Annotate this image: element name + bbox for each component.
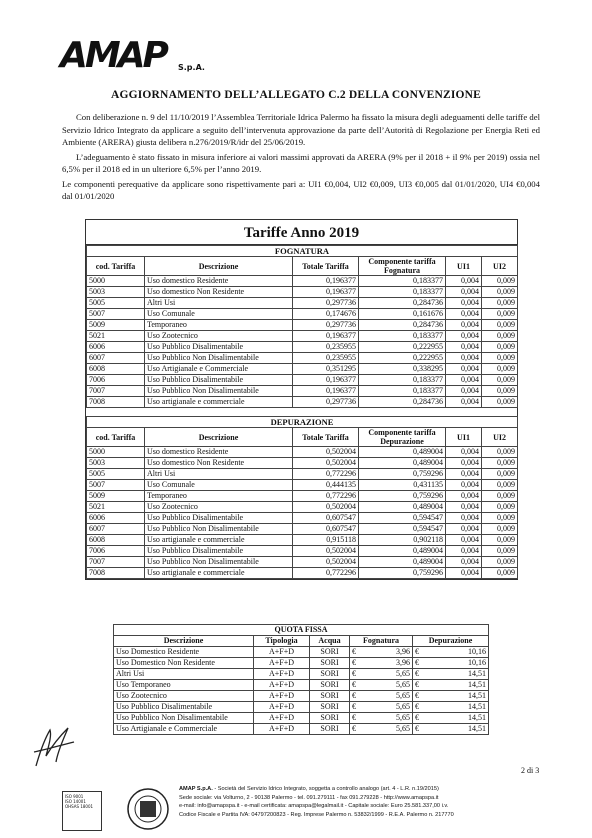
- ui1-value: 0,004: [446, 375, 482, 386]
- table-row: [87, 320, 518, 331]
- tariff-description: Uso Pubblico Non Disalimentabile: [145, 353, 293, 364]
- total-tariff: 0,196377: [293, 331, 359, 342]
- quota-description: Uso Artigianale e Commerciale: [114, 724, 254, 735]
- tariff-code: 5009: [87, 320, 145, 331]
- footer-company-info: [179, 785, 559, 819]
- table-row: [87, 353, 518, 364]
- tariff-code: 7006: [87, 546, 145, 557]
- tariff-code: 6008: [87, 364, 145, 375]
- table-row: [87, 397, 518, 408]
- currency-symbol: €: [352, 647, 356, 656]
- quota-description: Uso Temporaneo: [114, 680, 254, 691]
- tariff-code: 7008: [87, 568, 145, 579]
- amount: 10,16: [468, 658, 487, 667]
- currency-symbol: €: [352, 680, 356, 689]
- logo-suffix: S.p.A.: [178, 63, 205, 72]
- tariff-code: 6006: [87, 513, 145, 524]
- tariff-description: Altri Usi: [145, 298, 293, 309]
- tariff-code: 6007: [87, 353, 145, 364]
- ui1-value: 0,004: [446, 309, 482, 320]
- column-header: Descrizione: [145, 257, 293, 276]
- amount: 3,96: [396, 647, 410, 656]
- ui1-value: 0,004: [446, 397, 482, 408]
- tariffe-frame: [85, 219, 518, 580]
- total-tariff: 0,772296: [293, 469, 359, 480]
- ui2-value: 0,009: [482, 331, 518, 342]
- table-row: [114, 680, 489, 691]
- quota-purification: [413, 724, 489, 735]
- tariff-component: 0,338295: [359, 364, 446, 375]
- tariff-code: 5009: [87, 491, 145, 502]
- ui2-value: 0,009: [482, 458, 518, 469]
- currency-symbol: €: [415, 702, 419, 711]
- tariff-description: Uso Zootecnico: [145, 502, 293, 513]
- certification-badge: [62, 791, 102, 831]
- column-header: Tipologia: [254, 636, 310, 647]
- ui1-value: 0,004: [446, 447, 482, 458]
- ui1-value: 0,004: [446, 386, 482, 397]
- quota-purification: [413, 691, 489, 702]
- column-header: UI2: [482, 257, 518, 276]
- ui2-value: 0,009: [482, 568, 518, 579]
- ui2-value: 0,009: [482, 364, 518, 375]
- table-row: [87, 546, 518, 557]
- fognatura-table: [86, 245, 518, 408]
- quota-sewer: [350, 680, 413, 691]
- ui1-value: 0,004: [446, 535, 482, 546]
- currency-symbol: €: [352, 702, 356, 711]
- amount: 5,65: [396, 702, 410, 711]
- document-title: AGGIORNAMENTO DELL’ALLEGATO C.2 DELLA CONVENZIONE: [110, 89, 482, 101]
- amount: 14,51: [468, 702, 487, 711]
- ui1-value: 0,004: [446, 513, 482, 524]
- quota-sewer: [350, 647, 413, 658]
- total-tariff: 0,235955: [293, 353, 359, 364]
- ui1-value: 0,004: [446, 353, 482, 364]
- tariff-code: 7007: [87, 386, 145, 397]
- fognatura-section: FOGNATURA: [87, 246, 518, 257]
- tariff-component: 0,489004: [359, 458, 446, 469]
- footer-company-name: AMAP S.p.A.: [179, 786, 213, 792]
- quota-purification: [413, 713, 489, 724]
- quota-fissa-section: QUOTA FISSA: [114, 625, 489, 636]
- column-header: cod. Tariffa: [87, 428, 145, 447]
- tariff-code: 5003: [87, 287, 145, 298]
- table-row: [87, 447, 518, 458]
- column-header: UI2: [482, 428, 518, 447]
- table-row: [87, 535, 518, 546]
- tariff-description: Uso Zootecnico: [145, 331, 293, 342]
- table-row: [114, 691, 489, 702]
- total-tariff: 0,235955: [293, 342, 359, 353]
- tariff-description: Uso artigianale e commerciale: [145, 535, 293, 546]
- ui1-value: 0,004: [446, 287, 482, 298]
- ui2-value: 0,009: [482, 513, 518, 524]
- handwritten-signature: [30, 722, 78, 770]
- total-tariff: 0,607547: [293, 524, 359, 535]
- ui2-value: 0,009: [482, 557, 518, 568]
- tariff-description: Altri Usi: [145, 469, 293, 480]
- ui2-value: 0,009: [482, 386, 518, 397]
- table-row: [114, 724, 489, 735]
- table-row: [87, 342, 518, 353]
- tariff-description: Uso Pubblico Non Disalimentabile: [145, 524, 293, 535]
- tariff-code: 5000: [87, 447, 145, 458]
- table-row: [87, 276, 518, 287]
- quota-purification: [413, 647, 489, 658]
- amount: 14,51: [468, 691, 487, 700]
- tariff-code: 5003: [87, 458, 145, 469]
- tariff-component: 0,489004: [359, 502, 446, 513]
- total-tariff: 0,297736: [293, 397, 359, 408]
- table-row: [114, 647, 489, 658]
- tariff-component: 0,284736: [359, 397, 446, 408]
- quota-sewer: [350, 702, 413, 713]
- tariff-code: 6006: [87, 342, 145, 353]
- ui1-value: 0,004: [446, 502, 482, 513]
- quota-water: SORI: [310, 702, 350, 713]
- ui1-value: 0,004: [446, 480, 482, 491]
- amount: 3,96: [396, 658, 410, 667]
- tariff-description: Uso Pubblico Disalimentabile: [145, 375, 293, 386]
- tariff-component: 0,594547: [359, 513, 446, 524]
- tariff-component: 0,183377: [359, 386, 446, 397]
- quota-water: SORI: [310, 647, 350, 658]
- footer-line: e-mail: info@amapspa.it - e-mail certificata: amapspa@legalmail.it - Capitale sociale: Euro 25.581.337,00 i.v.: [179, 803, 449, 809]
- tariff-component: 0,183377: [359, 375, 446, 386]
- tariff-component: 0,284736: [359, 320, 446, 331]
- currency-symbol: €: [415, 647, 419, 656]
- cert-line: ISO 14001: [65, 799, 86, 804]
- currency-symbol: €: [415, 713, 419, 722]
- tariff-code: 6007: [87, 524, 145, 535]
- table-row: [87, 469, 518, 480]
- amount: 5,65: [396, 669, 410, 678]
- total-tariff: 0,297736: [293, 320, 359, 331]
- table-row: [114, 658, 489, 669]
- column-header: UI1: [446, 257, 482, 276]
- tariff-component: 0,431135: [359, 480, 446, 491]
- tariff-component: 0,594547: [359, 524, 446, 535]
- column-header: Descrizione: [114, 636, 254, 647]
- column-header: Componente tariffa Depurazione: [359, 428, 446, 447]
- tariff-code: 5005: [87, 469, 145, 480]
- quota-purification: [413, 702, 489, 713]
- quota-sewer: [350, 713, 413, 724]
- tariff-component: 0,183377: [359, 331, 446, 342]
- table-row: [114, 702, 489, 713]
- total-tariff: 0,196377: [293, 287, 359, 298]
- ui1-value: 0,004: [446, 298, 482, 309]
- table-row: [87, 480, 518, 491]
- ui2-value: 0,009: [482, 276, 518, 287]
- tariff-description: Uso domestico Residente: [145, 276, 293, 287]
- tariff-component: 0,183377: [359, 276, 446, 287]
- tariff-description: Uso domestico Residente: [145, 447, 293, 458]
- tariff-component: 0,489004: [359, 447, 446, 458]
- total-tariff: 0,502004: [293, 557, 359, 568]
- intro-text: [62, 111, 540, 205]
- quota-water: SORI: [310, 669, 350, 680]
- quota-description: Uso Domestico Non Residente: [114, 658, 254, 669]
- quota-description: Uso Zootecnico: [114, 691, 254, 702]
- ui2-value: 0,009: [482, 309, 518, 320]
- ui1-value: 0,004: [446, 557, 482, 568]
- ui2-value: 0,009: [482, 320, 518, 331]
- quota-sewer: [350, 658, 413, 669]
- tariffe-title: Tariffe Anno 2019: [86, 220, 517, 245]
- quota-fissa-table: [113, 624, 489, 735]
- tariff-component: 0,759296: [359, 491, 446, 502]
- tariff-description: Uso Pubblico Disalimentabile: [145, 513, 293, 524]
- currency-symbol: €: [415, 680, 419, 689]
- quota-purification: [413, 669, 489, 680]
- tariff-description: Uso Pubblico Disalimentabile: [145, 546, 293, 557]
- tariff-description: Uso Artigianale e Commerciale: [145, 364, 293, 375]
- table-row: [87, 458, 518, 469]
- intro-paragraph: Le componenti perequative da applicare sono rispettivamente pari a: UI1 €0,004, UI2 €0,009, UI3 €0,005 dal 01/01/2020, UI4 €0,004 dal 01/01/2020: [62, 178, 540, 201]
- tariff-description: Uso Comunale: [145, 480, 293, 491]
- table-row: [114, 713, 489, 724]
- ui2-value: 0,009: [482, 353, 518, 364]
- column-header: Depurazione: [413, 636, 489, 647]
- tariff-component: 0,902118: [359, 535, 446, 546]
- column-header: Totale Tariffa: [293, 257, 359, 276]
- tariff-code: 7007: [87, 557, 145, 568]
- tariff-component: 0,183377: [359, 287, 446, 298]
- amount: 14,51: [468, 713, 487, 722]
- ui1-value: 0,004: [446, 364, 482, 375]
- total-tariff: 0,772296: [293, 568, 359, 579]
- table-row: [87, 513, 518, 524]
- footer: [62, 786, 542, 835]
- ui1-value: 0,004: [446, 524, 482, 535]
- currency-symbol: €: [415, 691, 419, 700]
- ui2-value: 0,009: [482, 447, 518, 458]
- quota-purification: [413, 658, 489, 669]
- total-tariff: 0,174676: [293, 309, 359, 320]
- table-row: [87, 287, 518, 298]
- currency-symbol: €: [352, 658, 356, 667]
- tariff-description: Uso domestico Non Residente: [145, 458, 293, 469]
- quota-type: A+F+D: [254, 702, 310, 713]
- quota-water: SORI: [310, 658, 350, 669]
- total-tariff: 0,196377: [293, 386, 359, 397]
- tariff-code: 5005: [87, 298, 145, 309]
- quota-type: A+F+D: [254, 724, 310, 735]
- total-tariff: 0,196377: [293, 375, 359, 386]
- currency-symbol: €: [352, 713, 356, 722]
- ui2-value: 0,009: [482, 491, 518, 502]
- amount: 14,51: [468, 724, 487, 733]
- currency-symbol: €: [352, 669, 356, 678]
- amount: 5,65: [396, 713, 410, 722]
- ui1-value: 0,004: [446, 568, 482, 579]
- logo-mark: AMAP: [60, 35, 166, 76]
- ui2-value: 0,009: [482, 375, 518, 386]
- ui1-value: 0,004: [446, 342, 482, 353]
- tariff-component: 0,489004: [359, 557, 446, 568]
- total-tariff: 0,502004: [293, 447, 359, 458]
- quota-sewer: [350, 669, 413, 680]
- currency-symbol: €: [415, 724, 419, 733]
- quota-description: Uso Pubblico Non Disalimentabile: [114, 713, 254, 724]
- quota-type: A+F+D: [254, 691, 310, 702]
- amount: 14,51: [468, 669, 487, 678]
- column-header: Descrizione: [145, 428, 293, 447]
- ui2-value: 0,009: [482, 342, 518, 353]
- table-row: [87, 557, 518, 568]
- intro-paragraph: Con deliberazione n. 9 del 11/10/2019 l’Assemblea Territoriale Idrica Palermo ha fissato la misura degli adeguamenti delle tariffe del Servizio Idrico Integrato da applicare a seguito dell’intervenuta approvazione da parte dell’Autorità di Regolazione per Energia Reti ed Ambiente (ARERA) giusta delibera n.276/2019/R/idr del 25/06/2019.: [62, 112, 540, 147]
- tariff-code: 6008: [87, 535, 145, 546]
- total-tariff: 0,444135: [293, 480, 359, 491]
- footer-line: Sede sociale: via Volturno, 2 - 90138 Palermo - tel. 091.279111 - fax 091.279228 - http://www.amapspa.it: [179, 794, 439, 801]
- quota-type: A+F+D: [254, 647, 310, 658]
- amap-logo: [60, 35, 205, 76]
- total-tariff: 0,607547: [293, 513, 359, 524]
- tariff-description: Temporaneo: [145, 320, 293, 331]
- tariff-description: Uso Pubblico Disalimentabile: [145, 342, 293, 353]
- tariff-code: 5007: [87, 480, 145, 491]
- tariff-code: 5000: [87, 276, 145, 287]
- table-row: [87, 386, 518, 397]
- table-row: [87, 568, 518, 579]
- quota-sewer: [350, 691, 413, 702]
- total-tariff: 0,502004: [293, 502, 359, 513]
- total-tariff: 0,297736: [293, 298, 359, 309]
- tariff-description: Uso artigianale e commerciale: [145, 568, 293, 579]
- quota-type: A+F+D: [254, 658, 310, 669]
- quota-type: A+F+D: [254, 713, 310, 724]
- total-tariff: 0,915118: [293, 535, 359, 546]
- ui2-value: 0,009: [482, 397, 518, 408]
- total-tariff: 0,502004: [293, 458, 359, 469]
- ui1-value: 0,004: [446, 276, 482, 287]
- column-header: UI1: [446, 428, 482, 447]
- ui2-value: 0,009: [482, 298, 518, 309]
- column-header: Fognatura: [350, 636, 413, 647]
- currency-symbol: €: [415, 658, 419, 667]
- quota-sewer: [350, 724, 413, 735]
- footer-line: - Società del Servizio Idrico Integrato, soggetta a controllo analogo (art. 4 - L.R. n.19/2015): [212, 786, 439, 792]
- quota-water: SORI: [310, 691, 350, 702]
- currency-symbol: €: [415, 669, 419, 678]
- quota-description: Uso Domestico Residente: [114, 647, 254, 658]
- total-tariff: 0,502004: [293, 546, 359, 557]
- tariff-description: Uso Pubblico Non Disalimentabile: [145, 386, 293, 397]
- tariff-component: 0,284736: [359, 298, 446, 309]
- ui2-value: 0,009: [482, 287, 518, 298]
- depurazione-section: DEPURAZIONE: [87, 417, 518, 428]
- currency-symbol: €: [352, 724, 356, 733]
- tariff-description: Temporaneo: [145, 491, 293, 502]
- tariff-component: 0,161676: [359, 309, 446, 320]
- tariff-code: 5021: [87, 331, 145, 342]
- tariff-component: 0,489004: [359, 546, 446, 557]
- tariff-component: 0,759296: [359, 469, 446, 480]
- tariff-component: 0,759296: [359, 568, 446, 579]
- table-row: [87, 502, 518, 513]
- amount: 5,65: [396, 724, 410, 733]
- ui1-value: 0,004: [446, 458, 482, 469]
- column-header: Totale Tariffa: [293, 428, 359, 447]
- total-tariff: 0,772296: [293, 491, 359, 502]
- quota-water: SORI: [310, 680, 350, 691]
- tariff-code: 7008: [87, 397, 145, 408]
- tariff-code: 5021: [87, 502, 145, 513]
- amount: 14,51: [468, 680, 487, 689]
- table-row: [87, 298, 518, 309]
- tariff-description: Uso Comunale: [145, 309, 293, 320]
- ui2-value: 0,009: [482, 469, 518, 480]
- tariff-component: 0,222955: [359, 342, 446, 353]
- quota-type: A+F+D: [254, 669, 310, 680]
- ui1-value: 0,004: [446, 320, 482, 331]
- column-header: cod. Tariffa: [87, 257, 145, 276]
- total-tariff: 0,196377: [293, 276, 359, 287]
- quota-water: SORI: [310, 713, 350, 724]
- total-tariff: 0,351295: [293, 364, 359, 375]
- amount: 5,65: [396, 680, 410, 689]
- table-row: [87, 331, 518, 342]
- ui1-value: 0,004: [446, 469, 482, 480]
- quota-type: A+F+D: [254, 680, 310, 691]
- quota-water: SORI: [310, 724, 350, 735]
- ui2-value: 0,009: [482, 546, 518, 557]
- depurazione-table: [86, 416, 518, 579]
- cert-line: OHSAS 18001: [65, 804, 94, 809]
- quota-purification: [413, 680, 489, 691]
- table-row: [87, 309, 518, 320]
- tariff-description: Uso artigianale e commerciale: [145, 397, 293, 408]
- certification-seal-icon: [126, 787, 170, 831]
- ui1-value: 0,004: [446, 546, 482, 557]
- tariff-code: 7006: [87, 375, 145, 386]
- tariff-description: Uso domestico Non Residente: [145, 287, 293, 298]
- ui1-value: 0,004: [446, 331, 482, 342]
- tariff-description: Uso Pubblico Non Disalimentabile: [145, 557, 293, 568]
- tariff-code: 5007: [87, 309, 145, 320]
- table-row: [114, 669, 489, 680]
- footer-line: Codice Fiscale e Partita IVA: 04797200823 - Reg. Imprese Palermo n. 53832/1999 - R.E.A. Palermo n. 217770: [179, 811, 454, 818]
- currency-symbol: €: [352, 691, 356, 700]
- page-number: 2 di 3: [521, 766, 540, 775]
- table-row: [87, 524, 518, 535]
- ui2-value: 0,009: [482, 480, 518, 491]
- amount: 10,16: [468, 647, 487, 656]
- table-row: [87, 375, 518, 386]
- table-row: [87, 491, 518, 502]
- ui1-value: 0,004: [446, 491, 482, 502]
- intro-paragraph: L’adeguamento è stato fissato in misura inferiore ai valori massimi approvati da ARERA (9% per il 2018 + il 9% per 2019) ossia nel 6,5% per il 2018 ed in un ulteriore 6,5% per l’anno 2019.: [62, 151, 540, 174]
- quota-description: Altri Usi: [114, 669, 254, 680]
- amount: 5,65: [396, 691, 410, 700]
- ui2-value: 0,009: [482, 524, 518, 535]
- cert-line: ISO 9001: [65, 794, 84, 799]
- column-header: Acqua: [310, 636, 350, 647]
- table-row: [87, 364, 518, 375]
- ui2-value: 0,009: [482, 535, 518, 546]
- column-header: Componente tariffa Fognatura: [359, 257, 446, 276]
- ui2-value: 0,009: [482, 502, 518, 513]
- tariff-component: 0,222955: [359, 353, 446, 364]
- quota-description: Uso Pubblico Disalimentabile: [114, 702, 254, 713]
